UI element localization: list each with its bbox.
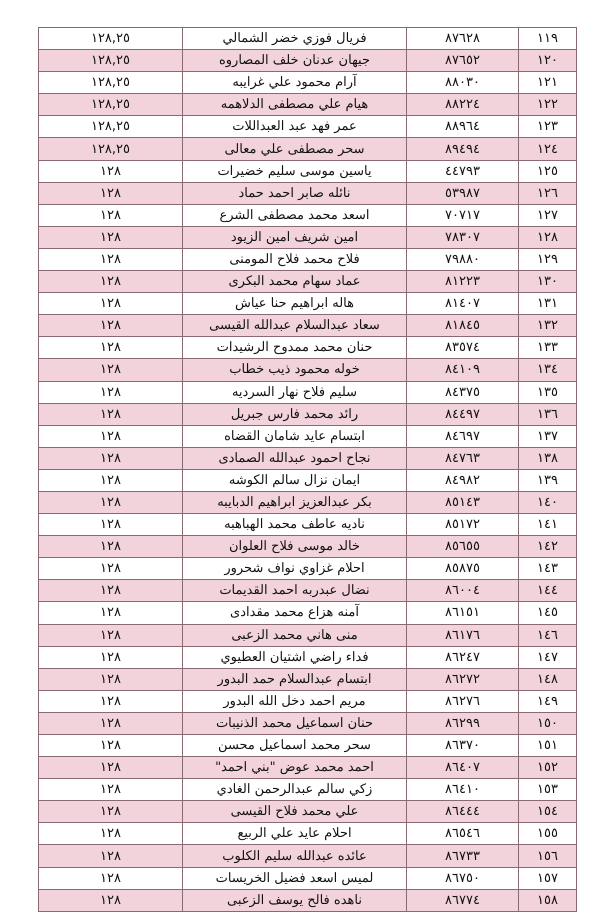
table-row xyxy=(39,690,577,712)
score-value-cell: ١٢٨ xyxy=(39,491,183,513)
student-name-cell: ايمان نزال سالم الكوشه xyxy=(183,469,407,491)
seat-number-cell: ٨٦٣٧٠ xyxy=(407,735,519,757)
score-value-cell: ١٢٨ xyxy=(39,469,183,491)
student-name-cell: عمر فهد عبد العبداللات xyxy=(183,116,407,138)
seat-number-cell: ٨٣٥٧٤ xyxy=(407,337,519,359)
row-number-cell: ١٥٣ xyxy=(519,779,577,801)
score-value-cell: ١٢٨,٢٥ xyxy=(39,116,183,138)
student-name-cell: جيهان عدنان خلف المصاروه xyxy=(183,50,407,72)
student-name-cell: فريال فوزي خضر الشمالي xyxy=(183,28,407,50)
row-number-cell: ١٥٢ xyxy=(519,757,577,779)
seat-number-cell: ٨٦٢٧٢ xyxy=(407,668,519,690)
score-value-cell: ١٢٨ xyxy=(39,889,183,911)
seat-number-cell: ٨٨٠٣٠ xyxy=(407,72,519,94)
student-name-cell: ياسين موسى سليم خضيرات xyxy=(183,160,407,182)
seat-number-cell: ٨٤٣٧٥ xyxy=(407,381,519,403)
table-row xyxy=(39,801,577,823)
score-value-cell: ١٢٨ xyxy=(39,602,183,624)
seat-number-cell: ٨٥٨٧٥ xyxy=(407,558,519,580)
score-value-cell: ١٢٨ xyxy=(39,536,183,558)
score-value-cell: ١٢٨ xyxy=(39,779,183,801)
table-row xyxy=(39,293,577,315)
table-row xyxy=(39,779,577,801)
row-number-cell: ١٤١ xyxy=(519,514,577,536)
row-number-cell: ١٢٧ xyxy=(519,204,577,226)
seat-number-cell: ٨٦١٧٦ xyxy=(407,624,519,646)
row-number-cell: ١٥١ xyxy=(519,735,577,757)
table-row xyxy=(39,646,577,668)
seat-number-cell: ٨٤٤٩٧ xyxy=(407,403,519,425)
row-number-cell: ١٥٠ xyxy=(519,712,577,734)
score-value-cell: ١٢٨ xyxy=(39,735,183,757)
score-value-cell: ١٢٨,٢٥ xyxy=(39,50,183,72)
row-number-cell: ١٢١ xyxy=(519,72,577,94)
table-row xyxy=(39,469,577,491)
table-row xyxy=(39,72,577,94)
student-name-cell: ناهده فالح يوسف الزعبى xyxy=(183,889,407,911)
seat-number-cell: ٨٦٧٥٠ xyxy=(407,867,519,889)
seat-number-cell: ٨٦١٥١ xyxy=(407,602,519,624)
student-name-cell: احمد محمد عوض "بني احمد" xyxy=(183,757,407,779)
row-number-cell: ١٤٥ xyxy=(519,602,577,624)
score-value-cell: ١٢٨ xyxy=(39,757,183,779)
seat-number-cell: ٨٧٦٥٢ xyxy=(407,50,519,72)
table-row xyxy=(39,536,577,558)
score-value-cell: ١٢٨ xyxy=(39,668,183,690)
seat-number-cell: ٧٠٧١٧ xyxy=(407,204,519,226)
seat-number-cell: ٨٥١٧٢ xyxy=(407,514,519,536)
seat-number-cell: ٨١٤٠٧ xyxy=(407,293,519,315)
row-number-cell: ١٥٥ xyxy=(519,823,577,845)
seat-number-cell: ٨٦٢٩٩ xyxy=(407,712,519,734)
table-row xyxy=(39,94,577,116)
row-number-cell: ١٤٩ xyxy=(519,690,577,712)
seat-number-cell: ٨٨٢٢٤ xyxy=(407,94,519,116)
row-number-cell: ١٥٨ xyxy=(519,889,577,911)
row-number-cell: ١٢٠ xyxy=(519,50,577,72)
student-name-cell: امين شريف امين الزيود xyxy=(183,226,407,248)
table-row xyxy=(39,160,577,182)
student-name-cell: سحر محمد اسماعيل محسن xyxy=(183,735,407,757)
row-number-cell: ١٣٦ xyxy=(519,403,577,425)
seat-number-cell: ٨٤٩٨٢ xyxy=(407,469,519,491)
table-row xyxy=(39,514,577,536)
row-number-cell: ١٣٠ xyxy=(519,271,577,293)
student-name-cell: نجاح احمود عبدالله الصمادى xyxy=(183,447,407,469)
table-row xyxy=(39,271,577,293)
student-name-cell: بكر عبدالعزيز ابراهيم الدبايبه xyxy=(183,491,407,513)
seat-number-cell: ٤٤٧٩٣ xyxy=(407,160,519,182)
score-value-cell: ١٢٨ xyxy=(39,315,183,337)
score-value-cell: ١٢٨ xyxy=(39,403,183,425)
row-number-cell: ١٣١ xyxy=(519,293,577,315)
student-name-cell: نائله صابر احمد حماد xyxy=(183,182,407,204)
student-name-cell: ابتسام عبدالسلام حمد البدور xyxy=(183,668,407,690)
student-name-cell: ابتسام عايد شامان القضاه xyxy=(183,425,407,447)
seat-number-cell: ٥٣٩٨٧ xyxy=(407,182,519,204)
score-value-cell: ١٢٨ xyxy=(39,248,183,270)
seat-number-cell: ٨٦٤٤٤ xyxy=(407,801,519,823)
row-number-cell: ١٥٦ xyxy=(519,845,577,867)
row-number-cell: ١٤٢ xyxy=(519,536,577,558)
seat-number-cell: ٨٦٠٠٤ xyxy=(407,580,519,602)
student-name-cell: زكي سالم عبدالرحمن الغادي xyxy=(183,779,407,801)
seat-number-cell: ٨٤١٠٩ xyxy=(407,359,519,381)
score-value-cell: ١٢٨ xyxy=(39,337,183,359)
row-number-cell: ١٤٨ xyxy=(519,668,577,690)
table-row xyxy=(39,580,577,602)
table-row xyxy=(39,138,577,160)
seat-number-cell: ٨٤٧٦٣ xyxy=(407,447,519,469)
table-row xyxy=(39,735,577,757)
seat-number-cell: ٨١٨٤٥ xyxy=(407,315,519,337)
row-number-cell: ١٤٠ xyxy=(519,491,577,513)
table-row xyxy=(39,182,577,204)
row-number-cell: ١٣٧ xyxy=(519,425,577,447)
seat-number-cell: ٨٦٥٤٦ xyxy=(407,823,519,845)
row-number-cell: ١٢٥ xyxy=(519,160,577,182)
table-row xyxy=(39,425,577,447)
score-value-cell: ١٢٨ xyxy=(39,182,183,204)
seat-number-cell: ٨٦٢٤٧ xyxy=(407,646,519,668)
score-value-cell: ١٢٨ xyxy=(39,845,183,867)
seat-number-cell: ٨٥١٤٣ xyxy=(407,491,519,513)
score-value-cell: ١٢٨ xyxy=(39,381,183,403)
student-name-cell: هيام علي مصطفى الدلاهمه xyxy=(183,94,407,116)
row-number-cell: ١٤٣ xyxy=(519,558,577,580)
score-value-cell: ١٢٨ xyxy=(39,690,183,712)
student-name-cell: ناديه عاطف محمد الهباهبه xyxy=(183,514,407,536)
row-number-cell: ١٢٩ xyxy=(519,248,577,270)
score-value-cell: ١٢٨ xyxy=(39,514,183,536)
table-row xyxy=(39,359,577,381)
score-value-cell: ١٢٨ xyxy=(39,823,183,845)
seat-number-cell: ٨١٢٢٣ xyxy=(407,271,519,293)
student-name-cell: سليم فلاح نهار السرديه xyxy=(183,381,407,403)
table-row xyxy=(39,315,577,337)
row-number-cell: ١٢٣ xyxy=(519,116,577,138)
row-number-cell: ١٣٨ xyxy=(519,447,577,469)
score-value-cell: ١٢٨,٢٥ xyxy=(39,94,183,116)
student-name-cell: منى هاني محمد الزعبى xyxy=(183,624,407,646)
results-table xyxy=(38,27,577,912)
score-value-cell: ١٢٨ xyxy=(39,271,183,293)
row-number-cell: ١١٩ xyxy=(519,28,577,50)
student-name-cell: فلاح محمد فلاح المومنى xyxy=(183,248,407,270)
seat-number-cell: ٨٦٧٣٣ xyxy=(407,845,519,867)
seat-number-cell: ٨٩٤٩٤ xyxy=(407,138,519,160)
table-row xyxy=(39,624,577,646)
score-value-cell: ١٢٨,٢٥ xyxy=(39,72,183,94)
table-row xyxy=(39,867,577,889)
student-name-cell: رائد محمد فارس جبريل xyxy=(183,403,407,425)
table-row xyxy=(39,845,577,867)
student-name-cell: نضال عبدربه احمد القديمات xyxy=(183,580,407,602)
student-name-cell: حنان اسماعيل محمد الذنيبات xyxy=(183,712,407,734)
seat-number-cell: ٨٦٤١٠ xyxy=(407,779,519,801)
results-table-body xyxy=(39,28,577,912)
score-value-cell: ١٢٨,٢٥ xyxy=(39,28,183,50)
row-number-cell: ١٢٢ xyxy=(519,94,577,116)
score-value-cell: ١٢٨ xyxy=(39,226,183,248)
score-value-cell: ١٢٨ xyxy=(39,867,183,889)
row-number-cell: ١٢٦ xyxy=(519,182,577,204)
table-row xyxy=(39,204,577,226)
student-name-cell: عماد سهام محمد البكرى xyxy=(183,271,407,293)
score-value-cell: ١٢٨,٢٥ xyxy=(39,138,183,160)
score-value-cell: ١٢٨ xyxy=(39,558,183,580)
row-number-cell: ١٤٤ xyxy=(519,580,577,602)
score-value-cell: ١٢٨ xyxy=(39,293,183,315)
results-sheet xyxy=(38,27,576,912)
score-value-cell: ١٢٨ xyxy=(39,447,183,469)
student-name-cell: خالد موسى فلاح العلوان xyxy=(183,536,407,558)
row-number-cell: ١٢٤ xyxy=(519,138,577,160)
student-name-cell: احلام غزاوي نواف شحرور xyxy=(183,558,407,580)
score-value-cell: ١٢٨ xyxy=(39,160,183,182)
student-name-cell: علي محمد فلاح القيسى xyxy=(183,801,407,823)
table-row xyxy=(39,403,577,425)
score-value-cell: ١٢٨ xyxy=(39,624,183,646)
table-row xyxy=(39,757,577,779)
student-name-cell: لميس اسعد فضيل الخريسات xyxy=(183,867,407,889)
row-number-cell: ١٣٤ xyxy=(519,359,577,381)
student-name-cell: آرام محمود علي غرايبه xyxy=(183,72,407,94)
seat-number-cell: ٨٤٦٩٧ xyxy=(407,425,519,447)
row-number-cell: ١٤٧ xyxy=(519,646,577,668)
seat-number-cell: ٨٨٩٦٤ xyxy=(407,116,519,138)
row-number-cell: ١٤٦ xyxy=(519,624,577,646)
table-row xyxy=(39,491,577,513)
student-name-cell: فداء راضي اشتيان العطيوي xyxy=(183,646,407,668)
student-name-cell: حنان محمد ممدوح الرشيدات xyxy=(183,337,407,359)
student-name-cell: سعاد عبدالسلام عبدالله القيسى xyxy=(183,315,407,337)
table-row xyxy=(39,50,577,72)
seat-number-cell: ٨٧٦٢٨ xyxy=(407,28,519,50)
table-row xyxy=(39,889,577,911)
table-row xyxy=(39,226,577,248)
student-name-cell: اسعد محمد مصطفى الشرع xyxy=(183,204,407,226)
table-row xyxy=(39,28,577,50)
row-number-cell: ١٣٢ xyxy=(519,315,577,337)
row-number-cell: ١٢٨ xyxy=(519,226,577,248)
table-row xyxy=(39,602,577,624)
seat-number-cell: ٨٦٧٧٤ xyxy=(407,889,519,911)
student-name-cell: آمنه هزاع محمد مقدادى xyxy=(183,602,407,624)
score-value-cell: ١٢٨ xyxy=(39,359,183,381)
table-row xyxy=(39,823,577,845)
seat-number-cell: ٧٨٣٠٧ xyxy=(407,226,519,248)
table-row xyxy=(39,447,577,469)
student-name-cell: احلام عايد علي الربيع xyxy=(183,823,407,845)
table-row xyxy=(39,116,577,138)
seat-number-cell: ٨٦٢٧٦ xyxy=(407,690,519,712)
table-row xyxy=(39,248,577,270)
student-name-cell: هاله ابراهيم حنا عياش xyxy=(183,293,407,315)
score-value-cell: ١٢٨ xyxy=(39,204,183,226)
student-name-cell: مريم احمد دخل الله البدور xyxy=(183,690,407,712)
row-number-cell: ١٣٥ xyxy=(519,381,577,403)
score-value-cell: ١٢٨ xyxy=(39,580,183,602)
student-name-cell: سحر مصطفى علي معالى xyxy=(183,138,407,160)
seat-number-cell: ٨٦٤٠٧ xyxy=(407,757,519,779)
row-number-cell: ١٣٣ xyxy=(519,337,577,359)
score-value-cell: ١٢٨ xyxy=(39,801,183,823)
table-row xyxy=(39,558,577,580)
seat-number-cell: ٨٥٦٥٥ xyxy=(407,536,519,558)
table-row xyxy=(39,381,577,403)
table-row xyxy=(39,337,577,359)
table-row xyxy=(39,712,577,734)
student-name-cell: خوله محمود ذيب خطاب xyxy=(183,359,407,381)
seat-number-cell: ٧٩٨٨٠ xyxy=(407,248,519,270)
table-row xyxy=(39,668,577,690)
student-name-cell: عائده عبدالله سليم الكلوب xyxy=(183,845,407,867)
score-value-cell: ١٢٨ xyxy=(39,712,183,734)
score-value-cell: ١٢٨ xyxy=(39,425,183,447)
row-number-cell: ١٥٧ xyxy=(519,867,577,889)
row-number-cell: ١٥٤ xyxy=(519,801,577,823)
score-value-cell: ١٢٨ xyxy=(39,646,183,668)
row-number-cell: ١٣٩ xyxy=(519,469,577,491)
